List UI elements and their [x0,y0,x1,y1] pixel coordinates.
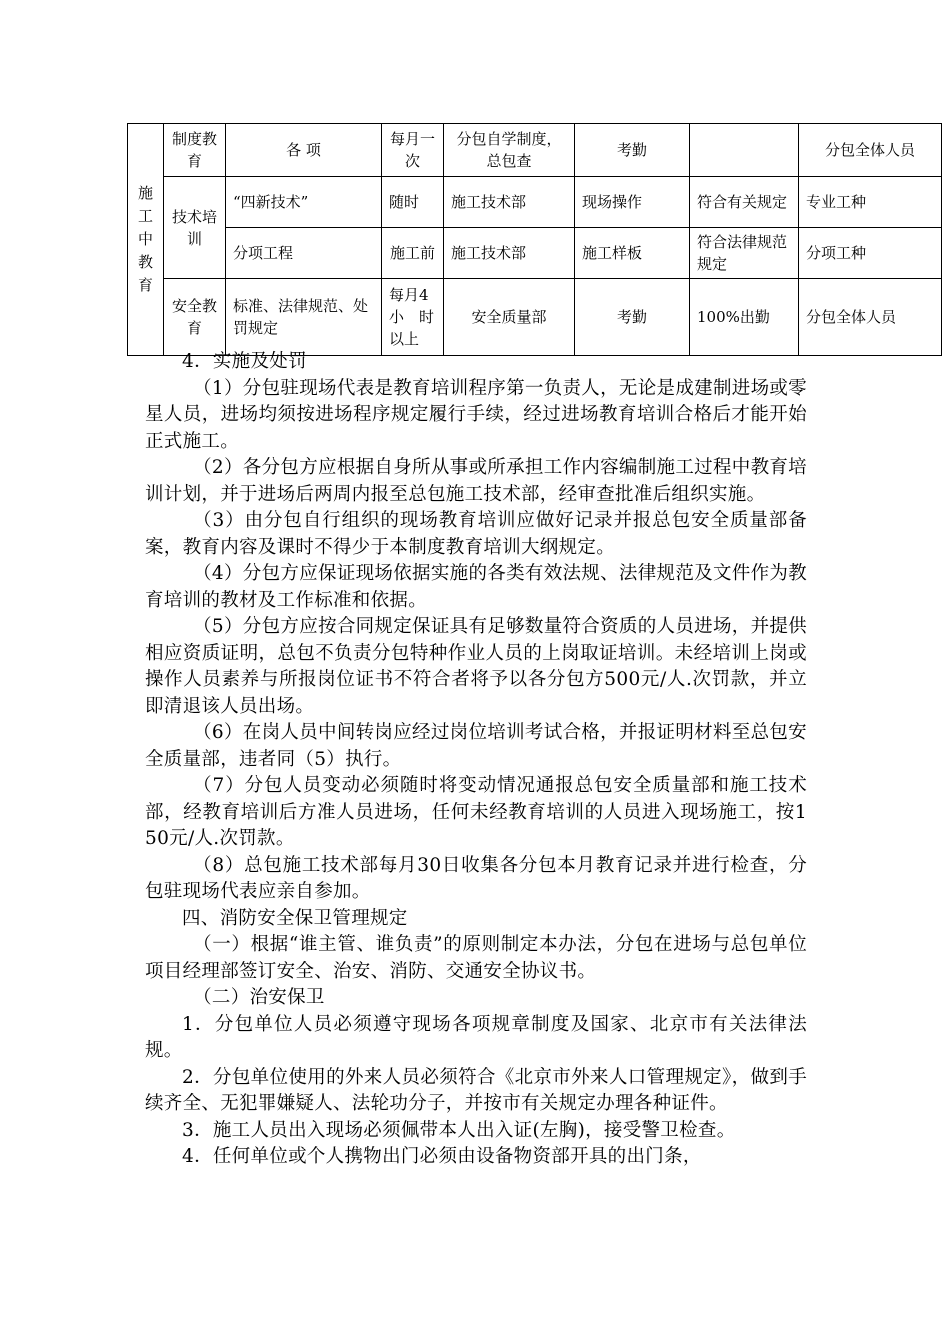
paragraph: 1．分包单位人员必须遵守现场各项规章制度及国家、北京市有关法律法规。 [145,1013,807,1061]
paragraph: （5）分包方应按合同规定保证具有足够数量符合资质的人员进场，并提供相应资质证明，总包不负责分包特种作业人员的上岗取证培训。未经培训上岗或操作人员素养与所报岗位证书不符合者将予以各分包方500元/人.次罚款，并立即清退该人员出场。 [145,616,807,717]
paragraph: （6）在岗人员中间转岗应经过岗位培训考试合格，并报证明材料至总包安全质量部，违者同（5）执行。 [145,722,807,770]
table-cell: 专业工种 [799,177,942,228]
table-cell: 符合法律规范规定 [690,228,799,279]
table-cell: 分包全体人员 [799,124,942,177]
table-cell: 各 项 [226,124,382,177]
table-cell: 每月4小 时以上 [382,279,444,356]
table-cell: 制度教育 [164,124,226,177]
table-cell: 每月一 次 [382,124,444,177]
table-cell: 分包自学制度，总包查 [444,124,575,177]
group-label: 施工中教育 [137,184,153,294]
table-row [128,177,942,228]
paragraph: （8）总包施工技术部每月30日收集各分包本月教育记录并进行检查，分包驻现场代表应亲自参加。 [145,854,807,902]
table-cell: 技术培训 [164,177,226,279]
document-body [145,349,807,1171]
section-heading: 四、消防安全保卫管理规定 [182,907,408,929]
paragraph: （1）分包驻现场代表是教育培训程序第一负责人，无论是成建制进场或零星人员，进场均须按进场程序规定履行手续，经过进场教育培训合格后才能开始正式施工。 [145,377,807,452]
table-cell: 分包全体人员 [799,279,942,356]
education-table [127,123,942,356]
table-cell: 现场操作 [575,177,690,228]
table-cell [690,124,799,177]
group-label-cell [128,124,164,356]
table-row [128,124,942,177]
table-cell: 施工样板 [575,228,690,279]
table-cell: 安全质量部 [444,279,575,356]
table-cell: 随时 [382,177,444,228]
paragraph: （4）分包方应保证现场依据实施的各类有效法规、法律规范及文件作为教育培训的教材及工作标准和依据。 [145,563,807,611]
table-cell: 标准、法律规范、处罚规定 [226,279,382,356]
table-cell: 考勤 [575,279,690,356]
subsection-heading: （二）治安保卫 [193,987,325,1008]
paragraph: （7）分包人员变动必须随时将变动情况通报总包安全质量部和施工技术部，经教育培训后方准人员进场，任何未经教育培训的人员进入现场施工，按150元/人.次罚款。 [145,775,807,849]
table-cell: 考勤 [575,124,690,177]
paragraph: 2．分包单位使用的外来人员必须符合《北京市外来人口管理规定》，做到手续齐全、无犯罪嫌疑人、法轮功分子，并按市有关规定办理各种证件。 [145,1066,807,1114]
paragraph: （2）各分包方应根据自身所从事或所承担工作内容编制施工过程中教育培训计划，并于进场后两周内报至总包施工技术部，经审查批准后组织实施。 [145,457,807,505]
table-row [128,279,942,356]
paragraph: （一）根据“谁主管、谁负责”的原则制定本办法，分包在进场与总包单位项目经理部签订安全、治安、消防、交通安全协议书。 [145,934,807,982]
table-cell: 分项工种 [799,228,942,279]
paragraph: 3．施工人员出入现场必须佩带本人出入证(左胸)，接受警卫检查。 [182,1119,736,1141]
table-cell: 施工技术部 [444,228,575,279]
section-heading: 4．实施及处罚 [182,351,307,372]
table-cell: 施工前 [382,228,444,279]
table-cell: 100%出勤 [690,279,799,356]
table-cell: “四新技术” [226,177,382,228]
table-cell: 符合有关规定 [690,177,799,228]
paragraph: （3）由分包自行组织的现场教育培训应做好记录并报总包安全质量部备案，教育内容及课时不得少于本制度教育培训大纲规定。 [145,510,807,558]
paragraph: 4．任何单位或个人携物出门必须由设备物资部开具的出门条， [182,1146,702,1167]
table-cell: 施工技术部 [444,177,575,228]
table-row [128,228,942,279]
table-cell: 安全教育 [164,279,226,356]
table-cell: 分项工程 [226,228,382,279]
